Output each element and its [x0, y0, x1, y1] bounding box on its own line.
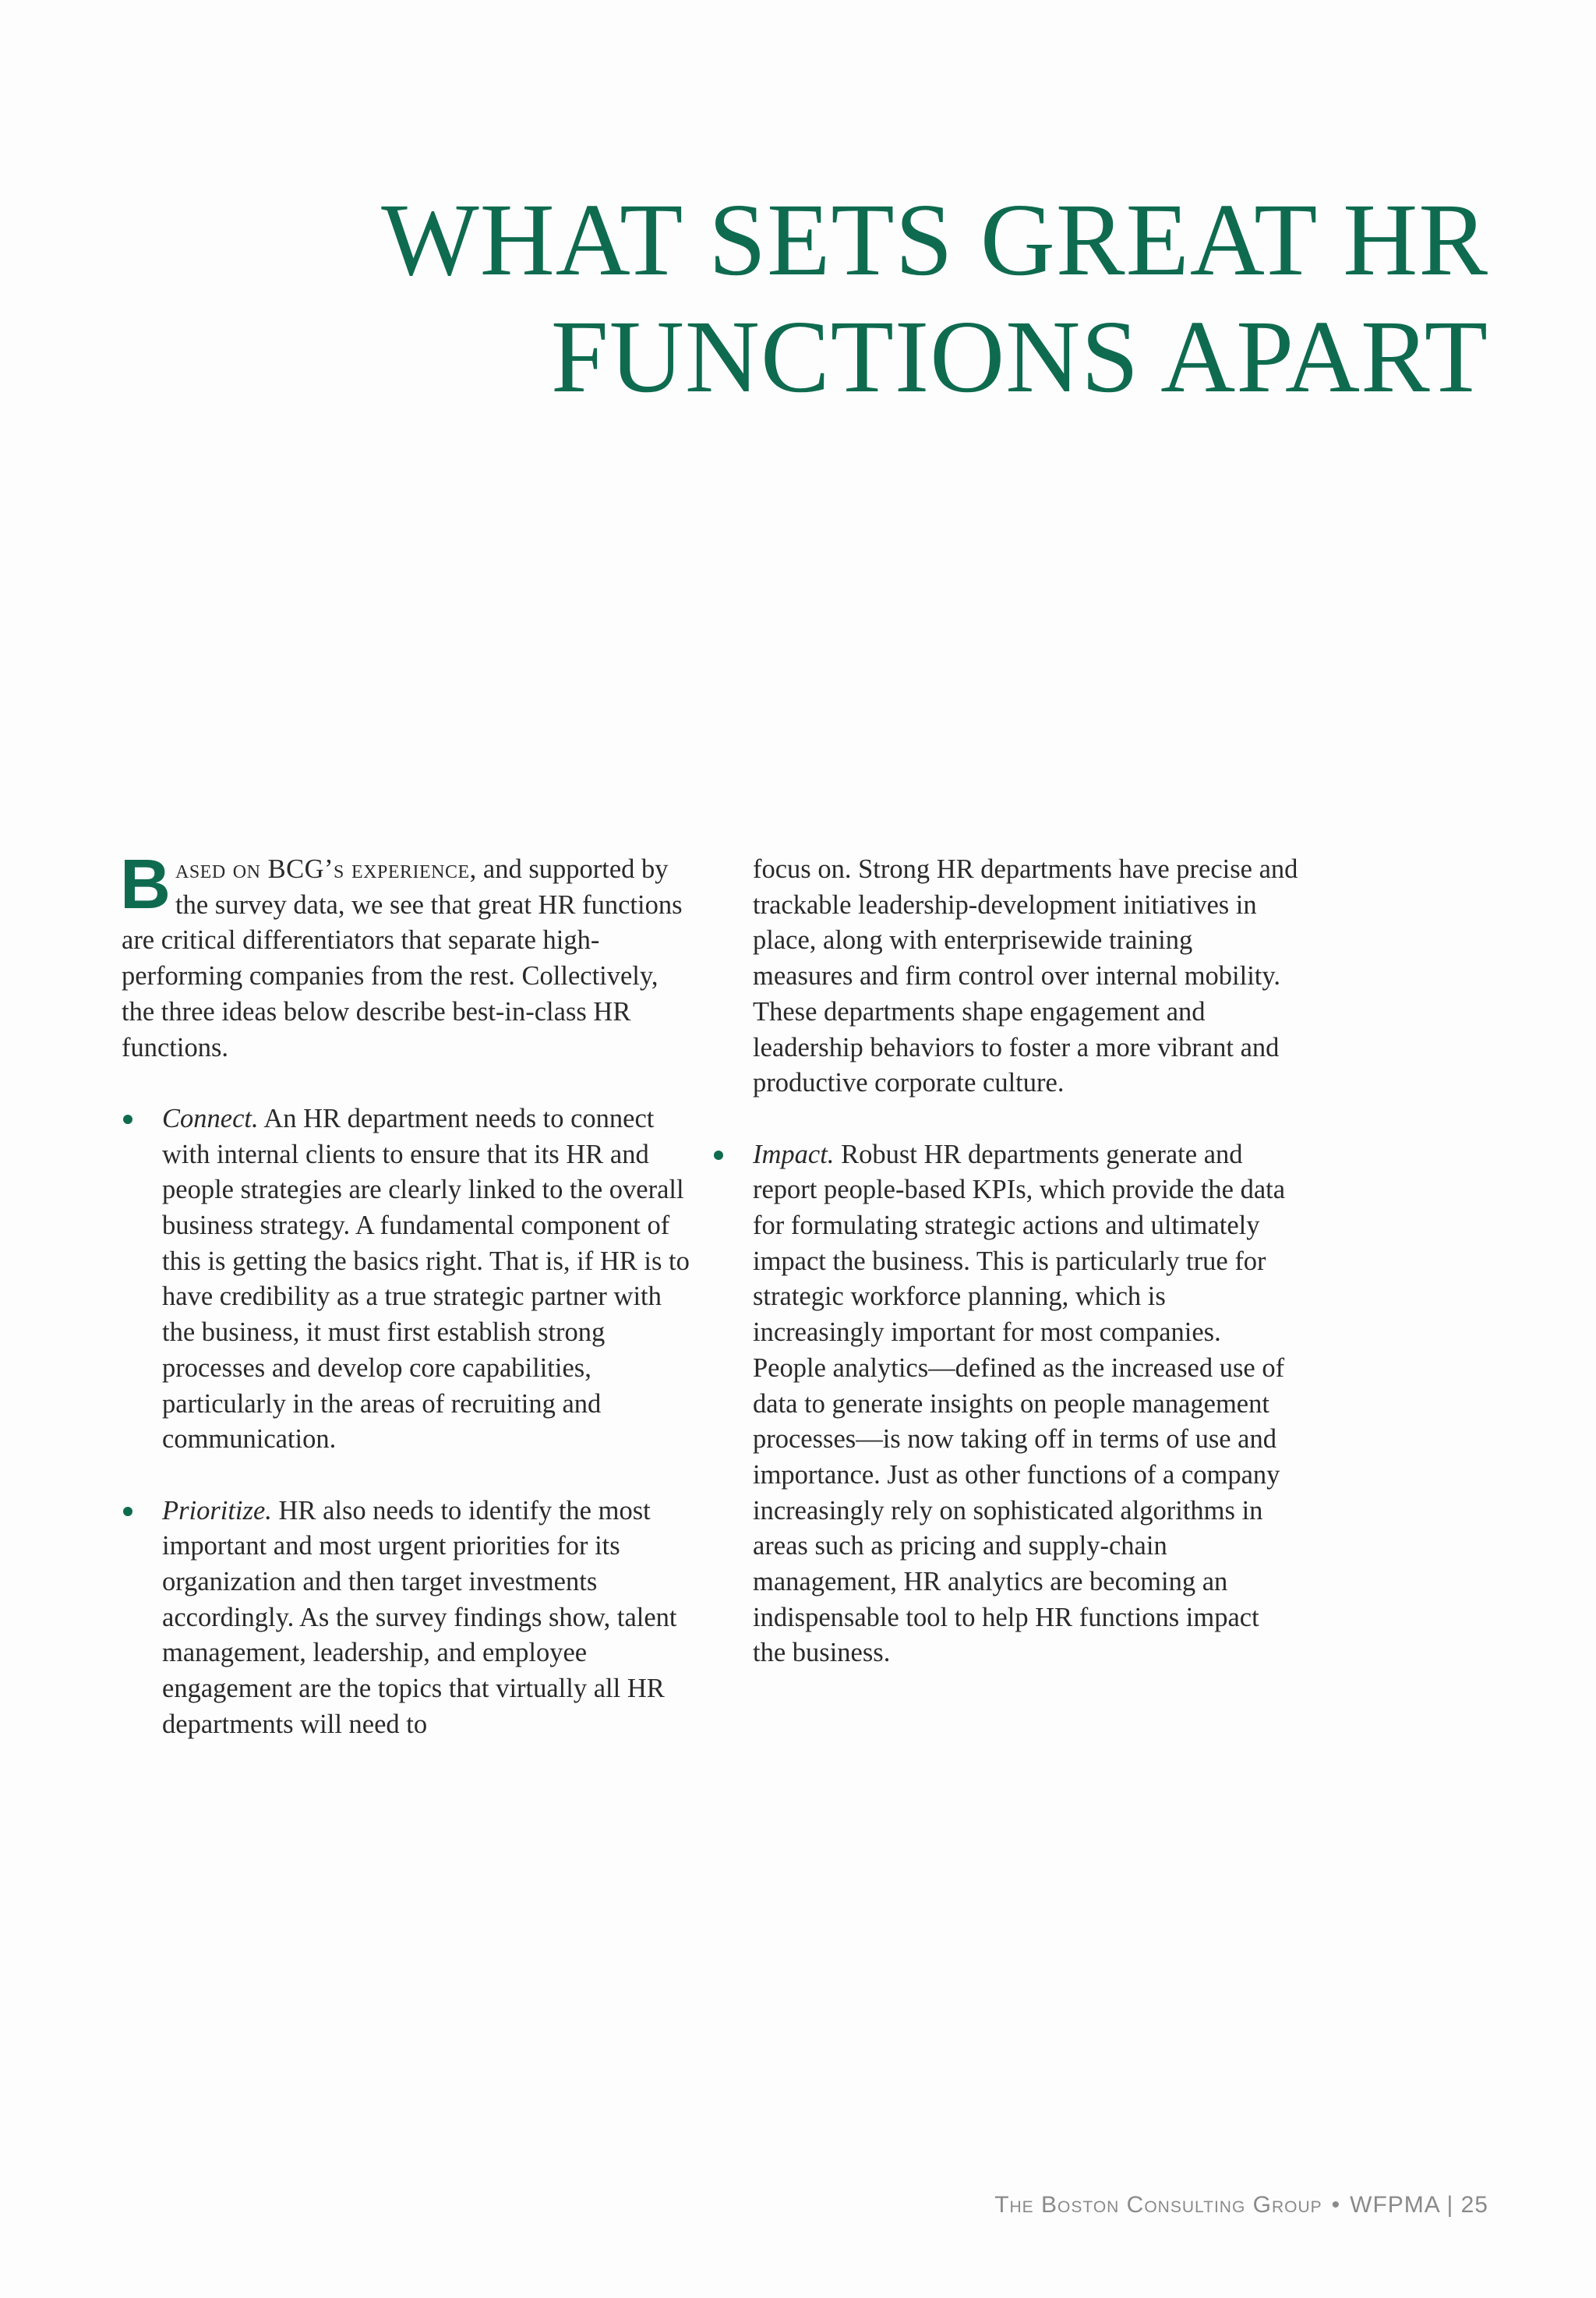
- bullet-dot-icon: [714, 1151, 723, 1160]
- bullet-item-connect: [122, 1101, 690, 1458]
- bullet-text: HR also needs to identify the most important and most urgent priorities for its organization and then target investments accordingly. As the survey findings show, talent management, leadership, and employee engagement are the topics that virtually all HR departments will need to: [162, 1495, 677, 1739]
- bullet-lead: Prioritize.: [162, 1495, 272, 1526]
- intro-smallcaps: ased on BCG’s experience: [175, 854, 470, 884]
- bullet-item-impact: [712, 1137, 1298, 1672]
- drop-cap: B: [120, 846, 171, 924]
- left-column: [120, 846, 690, 1743]
- bullet-lead: Connect.: [162, 1103, 259, 1133]
- page-title-line-1: WHAT SETS GREAT HR: [381, 182, 1488, 297]
- page-title: [242, 181, 1488, 415]
- footer-publisher: The Boston Consulting Group: [994, 2192, 1322, 2218]
- bullet-dot-icon: [123, 1115, 132, 1124]
- bullet-text: Robust HR departments generate and report people-based KPIs, which provide the data for formulating strategic actions and ultimately impact the business. This is particularly true for strategic workforce planning, which is increasingly important for most companies. People analytics—defined as the increased use of data to generate insights on people management processes—is now taking off in terms of use and importance. Just as other functions of a company increasingly rely on sophisticated algorithms in areas such as pricing and supply-chain management, HR analytics are becoming an indispensable tool to help HR functions impact the business.: [753, 1139, 1286, 1668]
- footer-separator: •: [1331, 2192, 1341, 2218]
- intro-text: , and supported by the survey data, we see that great HR functions are critical differentiators that separate high-performing companies from the rest. Collectively, the three ideas below describe best-in-class HR functions.: [122, 854, 683, 1062]
- footer-publication: WFPMA: [1350, 2192, 1440, 2218]
- intro-paragraph: [120, 846, 690, 1066]
- page-number: 25: [1460, 2192, 1488, 2218]
- page-title-line-2: FUNCTIONS APART: [550, 299, 1488, 414]
- bullet-list: [122, 1101, 690, 1743]
- page-footer: [994, 2192, 1488, 2218]
- footer-page-separator: |: [1446, 2192, 1454, 2218]
- bullet-text: An HR department needs to connect with internal clients to ensure that its HR and people strategies are clearly linked to the overall business strategy. A fundamental component of this is getting the basics right. That is, if HR is to have credibility as a true strategic partner with the business, it must first establish strong processes and develop core capabilities, particularly in the areas of recruiting and communication.: [162, 1103, 690, 1455]
- bullet-item-prioritize: [122, 1494, 690, 1743]
- bullet-lead: Impact.: [753, 1139, 835, 1169]
- bullet-continuation: focus on. Strong HR departments have precise and trackable leadership-development initiatives in place, along with enterprisewide training measures and firm control over internal mobility. These departments shape engagement and leadership behaviors to foster a more vibrant and productive corporate culture.: [753, 854, 1298, 1098]
- right-column: [753, 852, 1298, 1671]
- bullet-list-continued: [753, 1137, 1298, 1672]
- bullet-dot-icon: [123, 1507, 132, 1516]
